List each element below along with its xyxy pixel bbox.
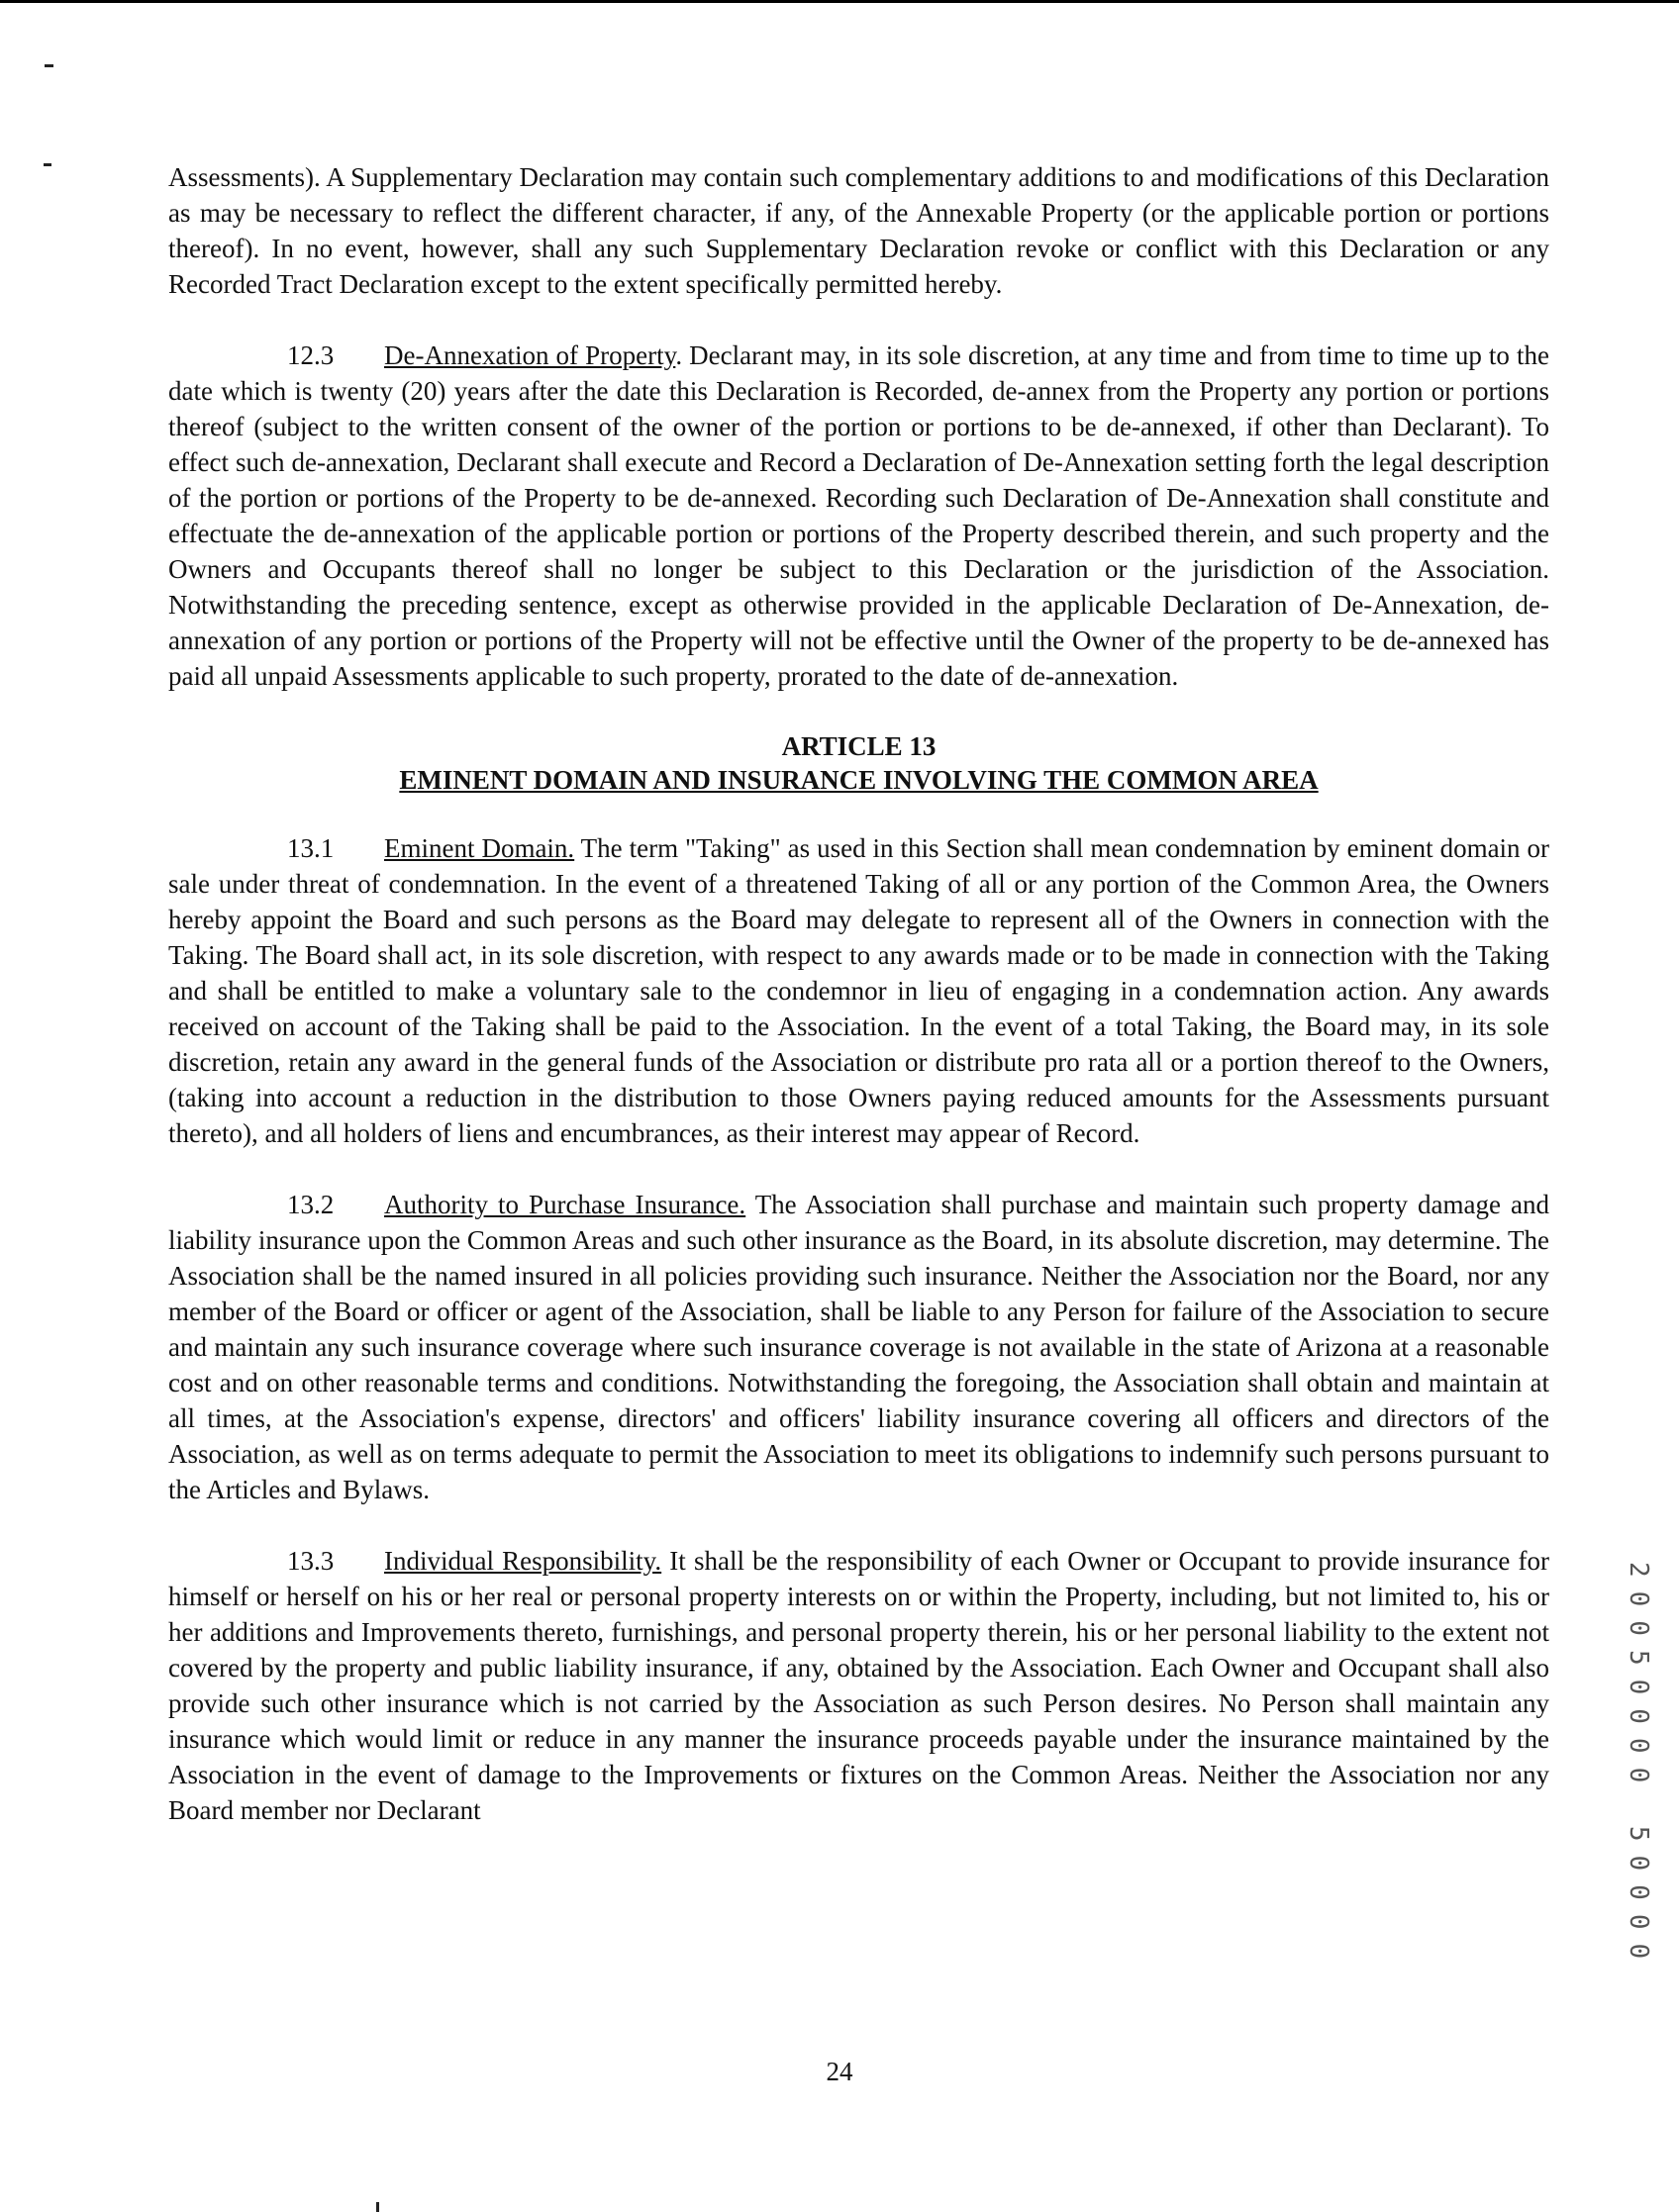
article-title: EMINENT DOMAIN AND INSURANCE INVOLVING THE COMMON AREA [399,765,1319,795]
scan-mark-top [45,64,53,67]
document-body [168,159,1549,1828]
section-title: Authority to Purchase Insurance. [384,1190,746,1219]
section-body: The term "Taking" as used in this Section shall mean condemnation by eminent domain or sale under threat of condemnation. In the event of a threatened Taking of all or any portion of the Common Area, the Owners hereby appoint the Board and such persons as the Board may delegate to represent all of the Owners in connection with the Taking. The Board shall act, in its sole discretion, with respect to any awards made or to be made in connection with the Taking and shall be entitled to make a voluntary sale to the condemnor in lieu of engaging in a condemnation action. Any awards received on account of the Taking shall be paid to the Association. In the event of a total Taking, the Board may, in its sole discretion, retain any award in the general funds of the Association or distribute pro rata all or a portion thereof to the Owners, (taking into account a reduction in the distribution to those Owners paying reduced amounts for the Assessments pursuant thereto), and all holders of liens and encumbrances, as their interest may appear of Record. [168,833,1550,1148]
section-12-3 [168,337,1549,694]
section-number: 13.1 [287,833,335,863]
section-number: 13.3 [287,1546,335,1576]
section-body: The Association shall purchase and maintain such property damage and liability insurance upon the Common Areas and such other insurance as the Board, in its absolute discretion, may determine. The Association shall be the named insured in all policies providing such insurance. Neither the Association nor the Board, nor any member of the Board or officer or agent of the Association, shall be liable to any Person for failure of the Association to secure and maintain any such insurance coverage where such insurance coverage is not available in the state of Arizona at a reasonable cost and on other reasonable terms and conditions. Notwithstanding the foregoing, the Association shall obtain and maintain at all times, at the Association's expense, directors' and officers' liability insurance covering all officers and directors of the Association, as well as on terms adequate to permit the Association to meet its obligations to indemnify such persons pursuant to the Articles and Bylaws. [168,1190,1549,1504]
scan-mark-bottom [376,2202,379,2212]
section-13-3 [168,1543,1549,1828]
article-label: ARTICLE 13 [781,731,937,761]
margin-stamp: 20050000 50000 [1624,1562,1653,1973]
section-title: De-Annexation of Property [384,340,676,370]
section-number: 13.2 [287,1190,335,1219]
article-heading-block [168,729,1549,797]
section-13-1 [168,830,1549,1151]
section-title: Eminent Domain. [384,833,575,863]
section-13-2 [168,1187,1549,1507]
page-number: 24 [826,2057,853,2086]
section-body: . Declarant may, in its sole discretion, at any time and from time to time up to the date which is twenty (20) years after the date this Declaration is Recorded, de-annex from the Property any portion or portions thereof (subject to the written consent of the owner of the portion or portions to be de-annexed, if other than Declarant). To effect such de-annexation, Declarant shall execute and Record a Declaration of De-Annexation setting forth the legal description of the portion or portions of the Property to be de-annexed. Recording such Declaration of De-Annexation shall constitute and effectuate the de-annexation of the applicable portion or portions of the Property described therein, and such property and the Owners and Occupants thereof shall no longer be subject to this Declaration or the jurisdiction of the Association. Notwithstanding the preceding sentence, except as otherwise provided in the applicable Declaration of De-Annexation, de-annexation of any portion or portions of the Property will not be effective until the Owner of the property to be de-annexed has paid all unpaid Assessments applicable to such property, prorated to the date of de-annexation. [168,340,1549,691]
section-body: It shall be the responsibility of each Owner or Occupant to provide insurance for himself or herself on his or her real or personal property interests on or within the Property, including, but not limited to, his or her additions and Improvements thereto, furnishings, and personal property therein, his or her personal liability to the extent not covered by the property and public liability insurance, if any, obtained by the Association. Each Owner and Occupant shall also provide such other insurance which is not carried by the Association as such Person desires. No Person shall maintain any insurance which would limit or reduce in any manner the insurance proceeds payable under the insurance maintained by the Association in the event of damage to the Improvements or fixtures on the Common Areas. Neither the Association nor any Board member nor Declarant [168,1546,1549,1825]
intro-paragraph: Assessments). A Supplementary Declaration may contain such complementary additions to and modifications of this Declaration as may be necessary to reflect the different character, if any, of the Annexable Property (or the applicable portion or portions thereof). In no event, however, shall any such Supplementary Declaration revoke or conflict with this Declaration or any Recorded Tract Declaration except to the extent specifically permitted hereby. [168,162,1549,299]
scan-mark-left [44,163,51,166]
section-title: Individual Responsibility. [384,1546,662,1576]
section-number: 12.3 [287,340,335,370]
